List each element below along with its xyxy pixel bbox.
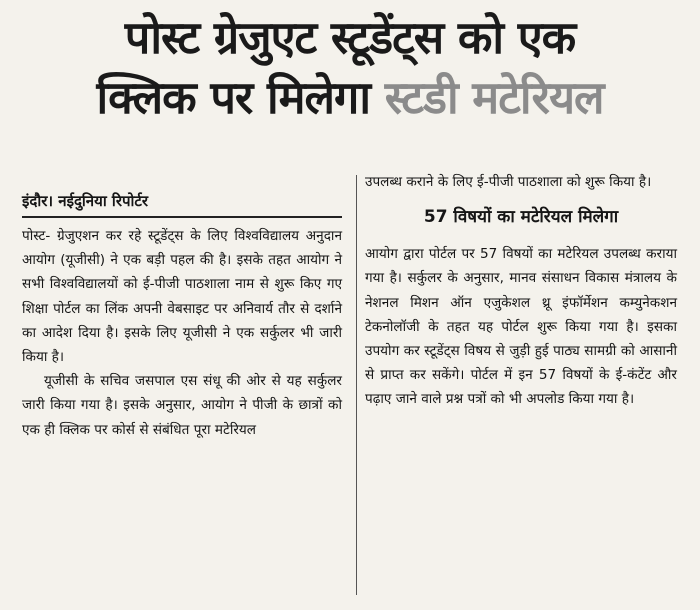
- headline: [0, 8, 700, 128]
- headline-line-2-dark: क्लिक पर मिलेगा: [96, 71, 385, 124]
- byline: इंदौर। नईदुनिया रिपोर्टर: [22, 190, 342, 218]
- right-paragraph-1: उपलब्ध कराने के लिए ई-पीजी पाठशाला को शुरू किया है।: [365, 174, 652, 190]
- headline-line-2-grey: स्टडी मटेरियल: [384, 71, 604, 124]
- left-column: [22, 190, 342, 442]
- right-paragraph-2: आयोग द्वारा पोर्टल पर 57 विषयों का मटेरियल उपलब्ध कराया गया है। सर्कुलर के अनुसार, मानव संसाधन विकास मंत्रालय के नेशनल मिशन ऑन एजुकेशल थ्रू इंफॉर्मेशन कम्युनेकशन टेकनोलॉजी के तहत यह पोर्टल शुरू किया गया है। इसका उपयोग कर स्टूडेंट्स विषय से जुड़ी हुई पाठ्य सामग्री को आसानी से प्राप्त कर सकेंगे। पोर्टल में इन 57 विषयों के ई-कंटेंट और पढ़ाए जाने वाले प्रश्न पत्रों को भी अपलोड किया गया है।: [365, 246, 677, 408]
- right-column: [365, 170, 677, 412]
- headline-line-1: पोस्ट ग्रेजुएट स्टूडेंट्स को एक: [124, 11, 576, 64]
- left-paragraph-2: यूजीसी के सचिव जसपाल एस संधू की ओर से यह सर्कुलर जारी किया गया है। इसके अनुसार, आयोग ने पीजी के छात्रों को एक ही क्लिक पर कोर्स से संबंधित पूरा मटेरियल: [22, 373, 342, 438]
- headline-line-2: [0, 68, 700, 128]
- left-paragraph-1: पोस्ट- ग्रेजुएशन कर रहे स्टूडेंट्स के लिए विश्वविद्यालय अनुदान आयोग (यूजीसी) ने एक बड़ी पहल की है। इसके तहत आयोग ने सभी विश्वविद्यालयों को ई-पीजी पाठशाला नाम से शुरू किए गए शिक्षा पोर्टल का लिंक अपनी वेबसाइट पर अनिवार्य तौर से दर्शाने का आदेश दिया है। इसके लिए यूजीसी ने एक सर्कुलर भी जारी किया है।: [22, 228, 342, 366]
- subheading: 57 विषयों का मटेरियल मिलेगा: [423, 207, 619, 228]
- column-divider: [356, 175, 357, 595]
